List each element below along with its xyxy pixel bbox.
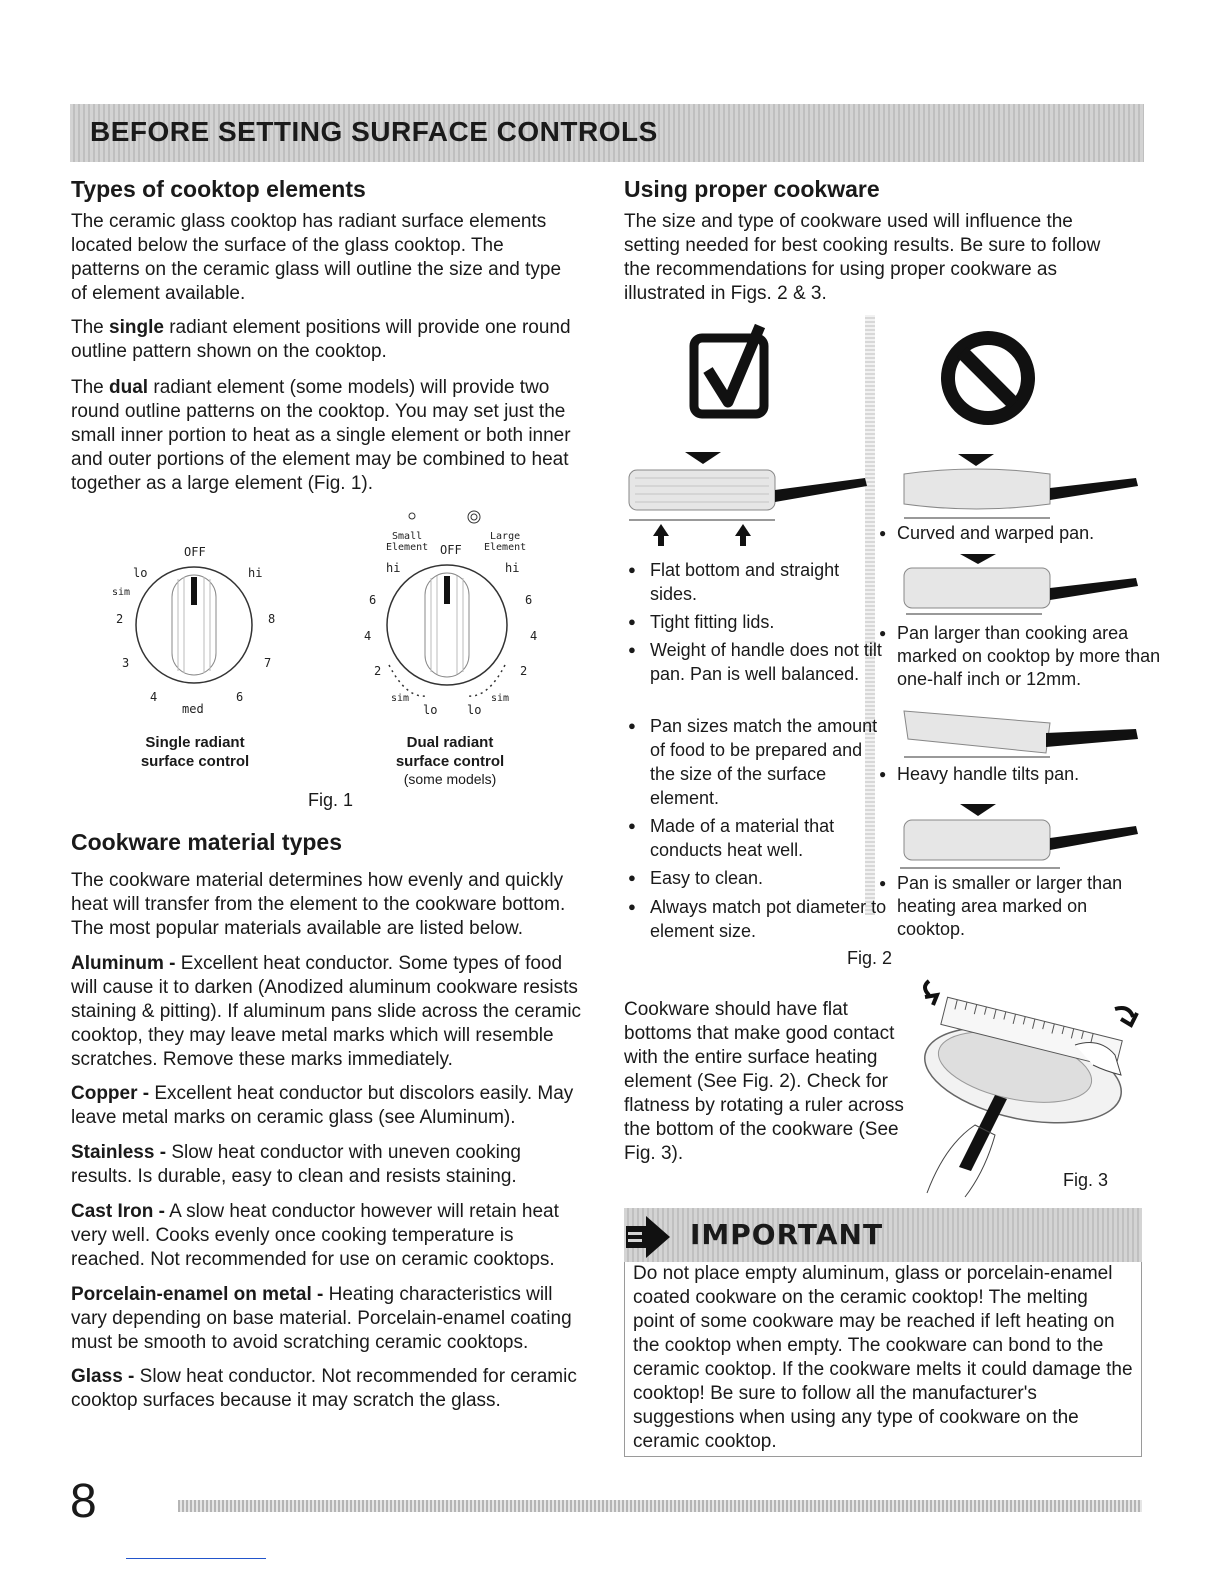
fig1-label: Fig. 1 (308, 790, 354, 810)
dual-lo-right-label: lo (467, 703, 482, 717)
section-banner (70, 104, 1144, 162)
single-lo-label: lo (133, 566, 148, 580)
single-4-label: 4 (150, 690, 158, 704)
dual-hi-right-label: hi (505, 561, 520, 575)
dual-hi-left-label: hi (386, 561, 401, 575)
single-8-label: 8 (268, 612, 276, 626)
fig3-label: Fig. 3 (1063, 1170, 1109, 1190)
dual-2-right-label: 2 (520, 664, 528, 678)
single-hi-label: hi (248, 566, 263, 580)
types-paragraph-2: The single radiant element positions will provide one round outline pattern shown on the cooktop. (71, 317, 571, 362)
good-item-2: ● Tight fitting lids. (624, 610, 890, 634)
flatness-paragraph: Cookware should have flat bottoms that make good contact with the entire surface heating element (See Fig. 2). Check for flatness by rotating a ruler across the bottom of the cookware (See Fig. 3). (624, 999, 904, 1164)
important-title: IMPORTANT (690, 1218, 884, 1251)
material-intro: The cookware material determines how evenly and quickly heat will transfer from the element to the cookware bottom. The most popular materials available are listed below. (71, 870, 566, 939)
dual-small-element-label: Small Element (386, 531, 429, 553)
single-6-label: 6 (236, 690, 244, 704)
checkmark-icon (690, 318, 790, 418)
footer-link-underline (126, 1558, 266, 1559)
ruler-check-illustration (915, 975, 1150, 1200)
material-cast-iron: Cast Iron - A slow heat conductor however will retain heat very well. Cooks evenly once cooking temperature is reached. Not recommended for use on ceramic cooktops. (71, 1201, 559, 1270)
dual-off-label: OFF (440, 543, 462, 557)
dual-2-left-label: 2 (374, 664, 382, 678)
good-item-1: ● Flat bottom and straight sides. (624, 558, 890, 606)
cookware-intro: The size and type of cookware used will influence the setting needed for best cooking results. Be sure to follow the recommendations for using proper cookware as illustrated in Figs. 2 & 3. (624, 211, 1101, 304)
types-heading: Types of cooktop elements (71, 176, 366, 202)
bad-item-1: ● Curved and warped pan. (877, 522, 1157, 545)
good-item-3: ● Weight of handle does not tilt pan. Pan is well balanced. (624, 638, 884, 686)
material-stainless: Stainless - Slow heat conductor with uneven cooking results. Is durable, easy to clean and resists staining. (71, 1142, 521, 1187)
single-med-label: med (182, 702, 204, 716)
material-glass: Glass - Slow heat conductor. Not recommended for ceramic cooktop surfaces because it may scratch the glass. (71, 1366, 577, 1411)
dual-4-left-label: 4 (364, 629, 372, 643)
single-2-label: 2 (116, 612, 124, 626)
single-7-label: 7 (264, 656, 272, 670)
good-pan-illustration (625, 448, 875, 548)
section-title: BEFORE SETTING SURFACE CONTROLS (90, 116, 658, 147)
good-item-4: ● Pan sizes match the amount of food to be prepared and the size of the surface element. (624, 714, 890, 810)
cookware-heading: Using proper cookware (624, 176, 880, 202)
dual-caption: Dual radiant surface control (395, 734, 505, 770)
dual-sim-right-label: sim (491, 693, 510, 704)
types-paragraph-3: The dual radiant element (some models) will provide two round outline patterns on the cooktop. You may set just the small inner portion to heat as a single element or both inner and outer portions of the element may be combined to heat together as a large element (Fig. 1). (71, 377, 571, 494)
good-item-5: ● Made of a material that conducts heat well. (624, 814, 890, 862)
material-porcelain-enamel: Porcelain-enamel on metal - Heating characteristics will vary depending on base material. Porcelain-enamel coating must be smooth to avoid scratching ceramic cooktops. (71, 1284, 572, 1353)
bad-item-3: ● Heavy handle tilts pan. (877, 763, 1157, 786)
footer-rule (178, 1500, 1142, 1512)
dual-sim-left-label: sim (391, 693, 410, 704)
bad-item-2: ● Pan larger than cooking area marked on cooktop by more than one-half inch or 12mm. (877, 622, 1163, 691)
dual-6-right-label: 6 (525, 593, 533, 607)
dual-4-right-label: 4 (530, 629, 538, 643)
important-header (624, 1208, 1142, 1262)
single-3-label: 3 (122, 656, 130, 670)
dual-large-element-label: Large Element (484, 531, 527, 553)
good-item-6: ● Easy to clean. (624, 866, 890, 890)
material-heading: Cookware material types (71, 829, 343, 855)
good-item-7: ● Always match pot diameter to element size. (624, 895, 900, 943)
tilted-pan-illustration (900, 705, 1150, 765)
prohibited-icon (940, 330, 1040, 430)
important-box (624, 1262, 1142, 1457)
dual-6-left-label: 6 (369, 593, 377, 607)
single-caption: Single radiant surface control (140, 734, 250, 770)
single-dial-illustration (134, 565, 264, 695)
warped-pan-illustration (900, 448, 1150, 528)
dual-caption-sub: (some models) (403, 771, 497, 787)
large-pan-illustration (900, 550, 1150, 620)
single-off-label: OFF (184, 545, 206, 559)
small-pan-illustration (900, 800, 1150, 875)
page-number: 8 (70, 1475, 97, 1528)
single-sim-label: sim (112, 587, 131, 598)
dual-lo-left-label: lo (423, 703, 438, 717)
bad-item-4: ● Pan is smaller or larger than heating area marked on cooktop. (877, 872, 1159, 941)
material-copper: Copper - Excellent heat conductor but discolors easily. May leave metal marks on ceramic glass (see Aluminum). (71, 1083, 574, 1128)
arrow-icon (626, 1216, 676, 1256)
important-text: Do not place empty aluminum, glass or porcelain-enamel coated cookware on the ceramic cooktop! The melting point of some cookware may be reached if left heating on the cooktop when empty. The cookware can bond to the ceramic cooktop. If the cookware melts it could damage the cooktop! Be sure to follow all the manufacturer's suggestions when using any type of cookware on the ceramic cooktop. (633, 1263, 1133, 1452)
types-paragraph-1: The ceramic glass cooktop has radiant surface elements located below the surface of the glass cooktop. The patterns on the ceramic glass will outline the size and type of element available. (71, 211, 562, 304)
material-aluminum: Aluminum - Excellent heat conductor. Some types of food will cause it to darken (Anodized aluminum cookware resists staining & pitting). If aluminum pans slide across the ceramic cooktop, they may leave metal marks which will resemble scratches. Remove these marks immediately. (71, 953, 582, 1070)
fig2-label: Fig. 2 (847, 948, 893, 968)
